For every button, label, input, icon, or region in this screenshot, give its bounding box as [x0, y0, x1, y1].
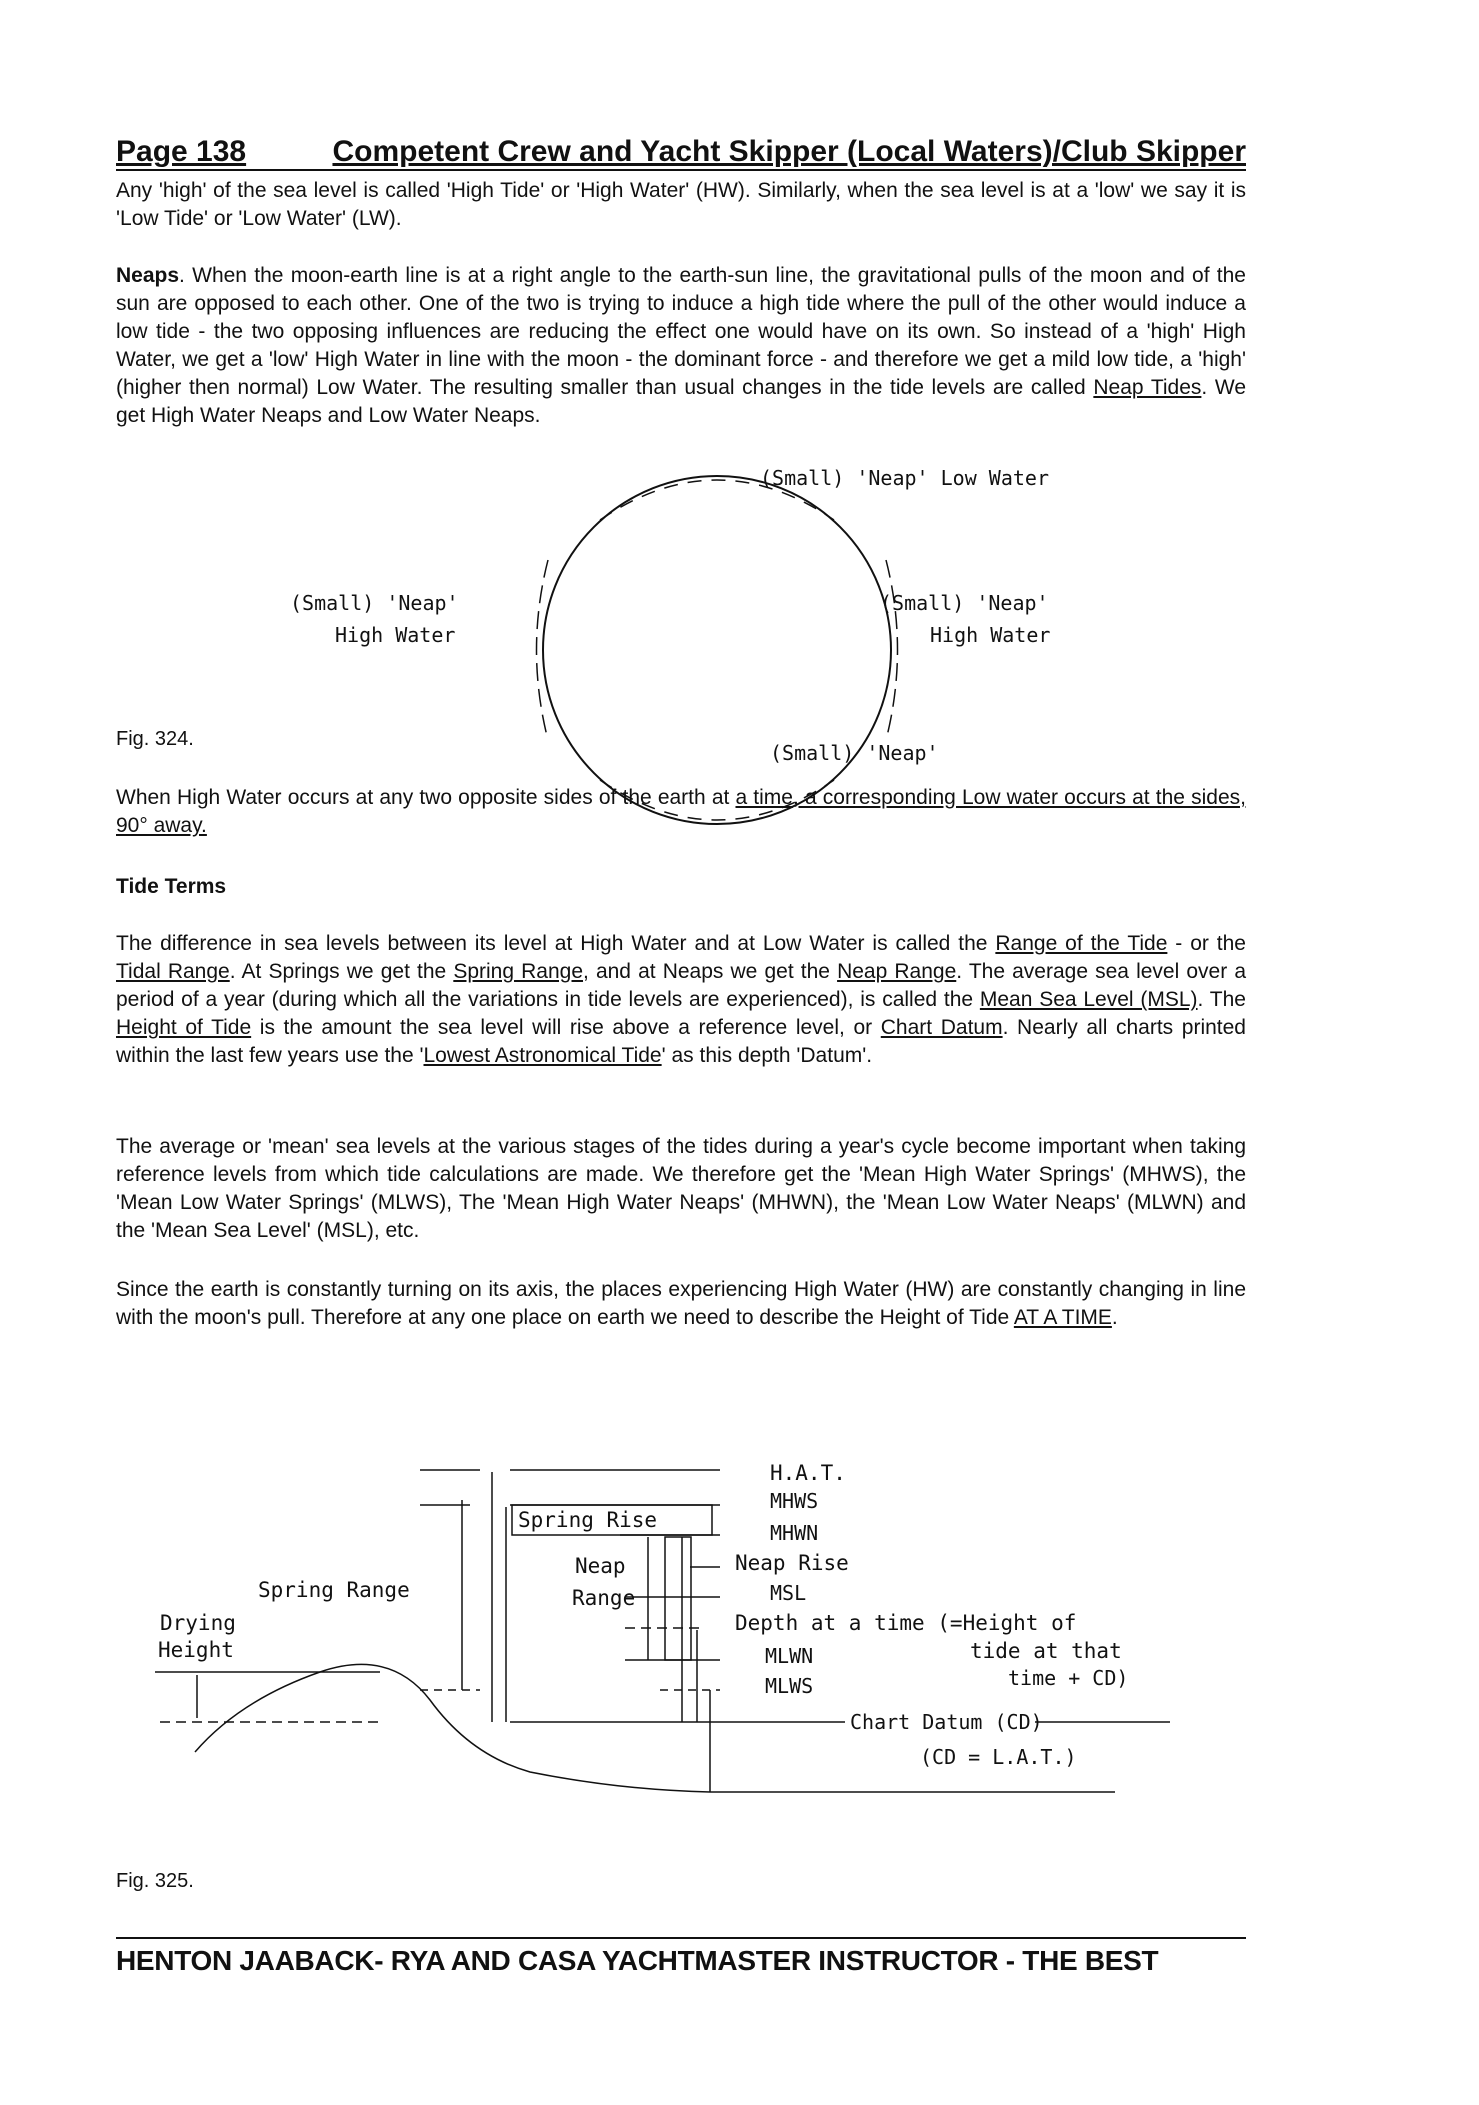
- label-cd-lat: (CD = L.A.T.): [920, 1745, 1077, 1769]
- neap-rise-frame: [665, 1537, 691, 1660]
- term-height-of-tide: Height of Tide: [116, 1016, 252, 1039]
- label-drying-height-2: Height: [158, 1638, 234, 1662]
- neap-tides-term: Neap Tides: [1093, 376, 1202, 399]
- label-depth-1: Depth at a time (=Height of: [735, 1611, 1077, 1635]
- p3-text: Since the earth is constantly turning on its axis, the places experiencing High Water (HW) are constantly changing in line with the moon's pull. Therefore at any one place on earth we need to describe the Height of Tide: [116, 1278, 1246, 1329]
- fig325-caption: Fig. 325.: [116, 1870, 194, 1892]
- term-chart-datum: Chart Datum: [880, 1016, 1003, 1039]
- fig324-label-right-2: High Water: [930, 623, 1051, 647]
- label-neap-range-2: Range: [572, 1586, 636, 1610]
- p1-t3: . At Springs we get the: [229, 960, 454, 983]
- fig324-label-left-1: (Small) 'Neap': [290, 591, 459, 615]
- term-range-of-tide: Range of the Tide: [995, 932, 1168, 955]
- label-spring-range: Spring Range: [258, 1578, 410, 1602]
- term-lat: Lowest Astronomical Tide: [423, 1044, 662, 1067]
- label-depth-3: time + CD): [1008, 1666, 1129, 1690]
- label-mhwn: MHWN: [770, 1521, 819, 1545]
- p1-t6: . The: [1197, 988, 1246, 1011]
- p1-t4: , and at Neaps we get the: [583, 960, 838, 983]
- label-mlws: MLWS: [765, 1674, 814, 1698]
- neaps-text: . When the moon-earth line is at a right angle to the earth-sun line, the gravitational pulls of the moon and of the sun are opposed to each other. One of the two is trying to induce a high tide where the pull of the other would induce a low tide - the two opposing influences are reducing the effect one would have on its own. So instead of a 'high' High Water, we get a 'low' High Water in line with the moon - the dominant force - and therefore we get a mild low tide, a 'high' (higher then normal) Low Water. The resulting smaller than usual changes in the tide levels are called: [116, 264, 1246, 399]
- p1-t9: ' as this depth 'Datum'.: [661, 1044, 873, 1067]
- label-depth-2: tide at that: [970, 1639, 1122, 1663]
- fig324-label-top: (Small) 'Neap' Low Water: [760, 466, 1049, 490]
- intro-paragraph: Any 'high' of the sea level is called 'High Tide' or 'High Water' (HW). Similarly, when the sea level is at a 'low' we say it is 'Low Tide' or 'Low Water' (LW).: [116, 179, 1246, 230]
- p3-end: .: [1111, 1306, 1118, 1329]
- tide-terms-paragraph-2: The average or 'mean' sea levels at the various stages of the tides during a year's cycle become important when taking reference levels from which tide calculations are made. We therefore get the 'Mean High Water Springs' (MHWS), the 'Mean Low Water Springs' (MLWS), The 'Mean High Water Neaps' (MHWN), the 'Mean Low Water Neaps' (MLWN) and the 'Mean Sea Level' (MSL), etc.: [116, 1135, 1246, 1242]
- label-spring-rise: Spring Rise: [518, 1508, 658, 1532]
- book-title: Competent Crew and Yacht Skipper (Local Waters)/Club Skipper: [332, 135, 1246, 168]
- label-chart-datum: Chart Datum (CD): [850, 1710, 1043, 1734]
- fig324-caption: Fig. 324.: [116, 728, 194, 750]
- label-mhws: MHWS: [770, 1489, 819, 1513]
- label-mlwn: MLWN: [765, 1644, 814, 1668]
- term-mean-sea-level: Mean Sea Level (MSL): [979, 988, 1198, 1011]
- fig324-label-right-1: (Small) 'Neap': [880, 591, 1049, 615]
- tide-terms-heading: Tide Terms: [116, 875, 227, 898]
- neaps-text-end: . We get High Water Neaps and Low Water Neaps.: [116, 376, 1247, 427]
- page-footer: HENTON JAABACK- RYA AND CASA YACHTMASTER INSTRUCTOR - THE BEST: [116, 1937, 1246, 1977]
- fig324-note-underlined: a time, a corresponding Low water occurs at the sides, 90° away.: [116, 786, 1246, 837]
- p1-t7: is the amount the sea level will rise above a reference level, or: [251, 1016, 881, 1039]
- fig324-label-bottom: (Small) 'Neap': [770, 741, 939, 765]
- label-neap-rise: Neap Rise: [735, 1551, 849, 1575]
- p1-t1: The difference in sea levels between its level at High Water and at Low Water is called the: [116, 932, 996, 955]
- term-tidal-range: Tidal Range: [116, 960, 230, 983]
- neaps-term: Neaps: [116, 264, 180, 287]
- p1-t8: . Nearly all charts printed within the last few years use the ': [116, 1016, 1246, 1067]
- term-spring-range: Spring Range: [453, 960, 584, 983]
- p3-underlined: AT A TIME: [1013, 1306, 1112, 1329]
- fig324-note-text: When High Water occurs at any two opposite sides of the earth at: [116, 786, 736, 809]
- label-neap-range-1: Neap: [575, 1554, 626, 1578]
- fig324-label-left-2: High Water: [335, 623, 456, 647]
- term-neap-range: Neap Range: [837, 960, 957, 983]
- seabed-curve: [195, 1664, 710, 1792]
- label-hat: H.A.T.: [770, 1461, 846, 1485]
- label-drying-height-1: Drying: [160, 1611, 236, 1635]
- p1-t5: . The average sea level over a period of a year (during which all the variations in tide levels are experienced), is called the: [116, 960, 1246, 1011]
- label-msl: MSL: [770, 1581, 807, 1605]
- page-number: Page 138: [116, 135, 247, 168]
- p1-t2: - or the: [1167, 932, 1246, 955]
